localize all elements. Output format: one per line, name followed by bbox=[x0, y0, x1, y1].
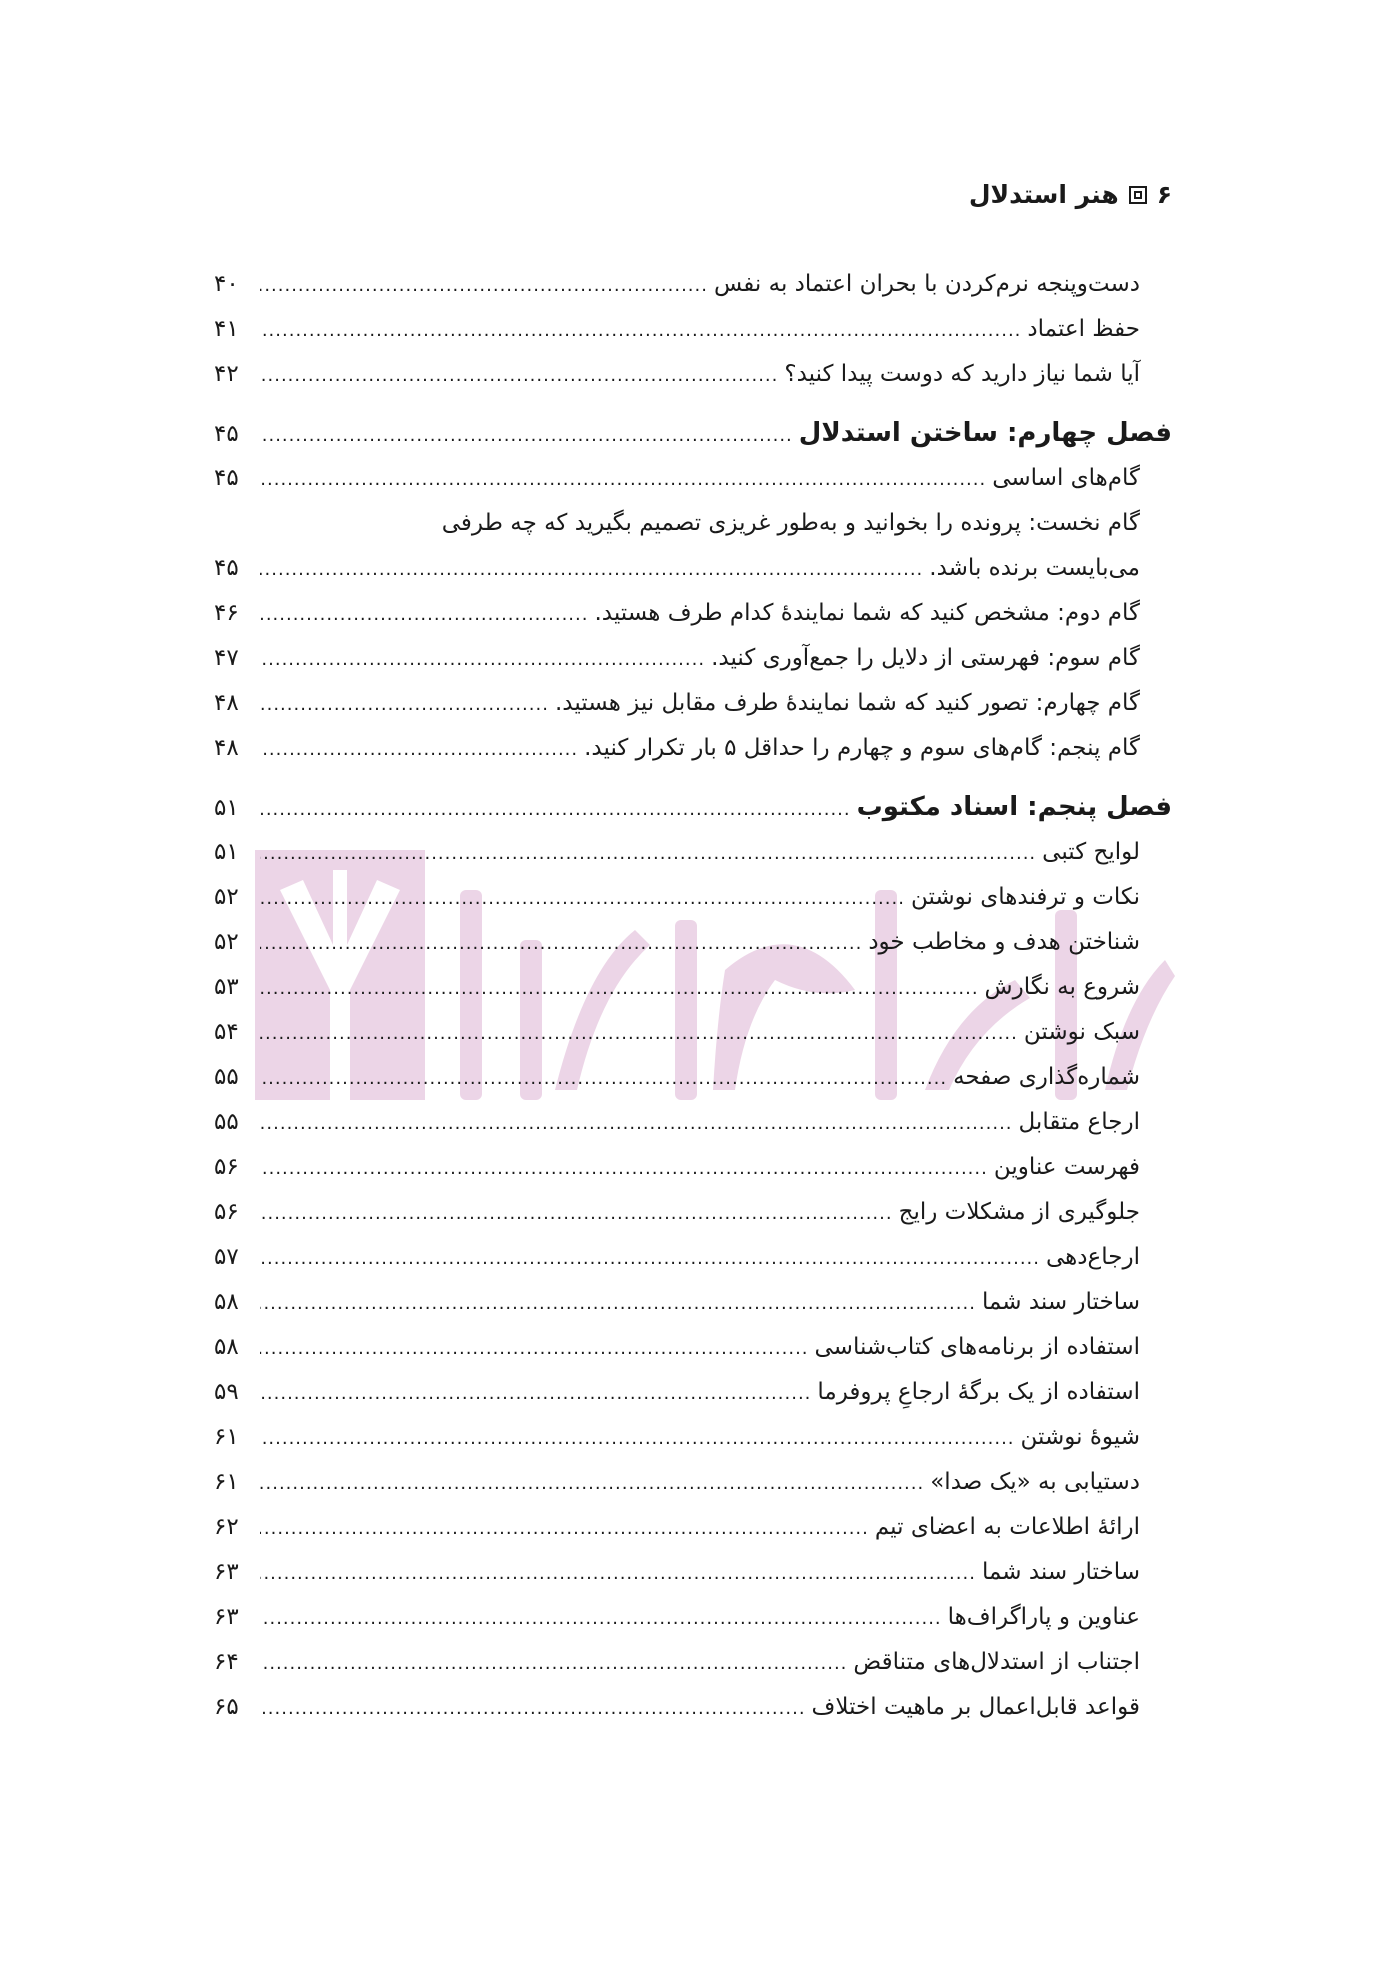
toc-entry bbox=[214, 1640, 1172, 1685]
table-of-contents bbox=[214, 262, 1172, 1730]
dot-leader bbox=[260, 831, 1036, 876]
toc-entry-page: ۵۵ bbox=[214, 1064, 239, 1090]
toc-entry bbox=[214, 965, 1172, 1010]
dot-leader bbox=[260, 547, 923, 592]
dot-leader bbox=[260, 637, 705, 682]
chapter-title: فصل چهارم: ساختن استدلال bbox=[798, 418, 1172, 448]
toc-entry-page: ۵۱ bbox=[214, 839, 239, 865]
toc-entry-page: ۴۰ bbox=[214, 271, 239, 297]
toc-entry-page: ۵۸ bbox=[214, 1289, 239, 1315]
toc-entry-page: ۶۲ bbox=[214, 1514, 239, 1540]
toc-entry bbox=[214, 456, 1172, 501]
dot-leader bbox=[260, 1371, 811, 1416]
chapter-title: فصل پنجم: اسناد مکتوب bbox=[856, 792, 1172, 822]
page-header bbox=[969, 180, 1172, 209]
dot-leader bbox=[260, 1236, 1040, 1281]
toc-entry-page: ۴۵ bbox=[214, 555, 239, 581]
toc-entry-page: ۵۶ bbox=[214, 1199, 239, 1225]
toc-entry-title: عناوین و پاراگراف‌ها bbox=[947, 1604, 1140, 1630]
toc-entry-title: ساختار سند شما bbox=[981, 1289, 1140, 1315]
toc-entry bbox=[214, 591, 1172, 636]
toc-entry-title: قواعد قابل‌اعمال بر ماهیت اختلاف bbox=[811, 1694, 1140, 1720]
toc-entry bbox=[214, 1595, 1172, 1640]
dot-leader bbox=[260, 682, 549, 727]
toc-entry-title: آیا شما نیاز دارید که دوست پیدا کنید؟ bbox=[784, 361, 1140, 387]
toc-entry-title: گام چهارم: تصور کنید که شما نمایندهٔ طرف مقابل نیز هستید. bbox=[554, 690, 1140, 716]
toc-entry-title: شماره‌گذاری صفحه bbox=[953, 1064, 1140, 1090]
dot-leader bbox=[260, 1326, 809, 1371]
toc-entry-title: می‌بایست برنده باشد. bbox=[929, 555, 1140, 581]
chapter-page: ۵۱ bbox=[214, 795, 239, 821]
toc-section-chapter-five bbox=[214, 785, 1172, 1730]
toc-entry-page: ۶۱ bbox=[214, 1424, 239, 1450]
toc-entry-page: ۶۵ bbox=[214, 1694, 239, 1720]
toc-entry bbox=[214, 1190, 1172, 1235]
toc-entry-title: ارجاع‌دهی bbox=[1046, 1244, 1140, 1270]
dot-leader bbox=[260, 1686, 806, 1731]
dot-leader bbox=[260, 592, 588, 637]
toc-entry-title: سبک نوشتن bbox=[1023, 1019, 1140, 1045]
toc-entry-title: جلوگیری از مشکلات رایج bbox=[898, 1199, 1140, 1225]
dot-leader bbox=[260, 1596, 942, 1641]
dot-leader bbox=[260, 457, 986, 502]
toc-entry-title: گام پنجم: گام‌های سوم و چهارم را حداقل ۵ بار تکرار کنید. bbox=[584, 735, 1140, 761]
toc-entry bbox=[214, 1325, 1172, 1370]
toc-entry bbox=[214, 1280, 1172, 1325]
toc-entry bbox=[214, 681, 1172, 726]
toc-entry bbox=[214, 920, 1172, 965]
toc-entry-page: ۴۸ bbox=[214, 735, 239, 761]
toc-chapter-heading bbox=[214, 785, 1172, 830]
toc-entry-title: دستیابی به «یک صدا» bbox=[930, 1469, 1140, 1495]
dot-leader bbox=[260, 727, 578, 772]
dot-leader bbox=[260, 1551, 976, 1596]
toc-entry-page: ۵۶ bbox=[214, 1154, 239, 1180]
toc-entry-page: ۶۱ bbox=[214, 1469, 239, 1495]
dot-leader bbox=[260, 1416, 1015, 1461]
toc-entry-title: گام دوم: مشخص کنید که شما نمایندهٔ کدام طرف هستید. bbox=[594, 600, 1140, 626]
toc-entry-title: گام سوم: فهرستی از دلایل را جمع‌آوری کنید. bbox=[711, 645, 1140, 671]
toc-entry-page: ۴۵ bbox=[214, 465, 239, 491]
dot-leader bbox=[260, 1506, 869, 1551]
dot-leader bbox=[260, 787, 851, 832]
toc-entry bbox=[214, 636, 1172, 681]
dot-leader bbox=[260, 1101, 1013, 1146]
toc-entry bbox=[214, 1415, 1172, 1460]
toc-entry-title: شروع به نگارش bbox=[984, 974, 1140, 1000]
toc-entry-page: ۶۳ bbox=[214, 1559, 239, 1585]
toc-entry-page: ۵۴ bbox=[214, 1019, 239, 1045]
toc-entry-page: ۵۹ bbox=[214, 1379, 239, 1405]
toc-entry-page: ۶۴ bbox=[214, 1649, 239, 1675]
toc-entry-page: ۴۷ bbox=[214, 645, 239, 671]
toc-entry-title: اجتناب از استدلال‌های متناقض bbox=[853, 1649, 1140, 1675]
toc-entry bbox=[214, 1145, 1172, 1190]
dot-leader bbox=[260, 1641, 847, 1686]
toc-entry-page: ۵۳ bbox=[214, 974, 239, 1000]
toc-entry-page: ۵۲ bbox=[214, 929, 239, 955]
toc-entry-title: شناختن هدف و مخاطب خود bbox=[868, 929, 1140, 955]
dot-leader bbox=[260, 1281, 976, 1326]
toc-section-chapter-four bbox=[214, 411, 1172, 771]
toc-entry bbox=[214, 1235, 1172, 1280]
toc-entry-title: ارجاع متقابل bbox=[1018, 1109, 1140, 1135]
toc-entry-title: فهرست عناوین bbox=[993, 1154, 1140, 1180]
dot-leader bbox=[260, 353, 778, 398]
toc-entry-title: نکات و ترفندهای نوشتن bbox=[910, 884, 1140, 910]
boxed-square-icon bbox=[1129, 186, 1147, 204]
toc-entry bbox=[214, 352, 1172, 397]
dot-leader bbox=[260, 1146, 988, 1191]
toc-section-continuation bbox=[214, 262, 1172, 397]
dot-leader bbox=[260, 308, 1021, 353]
dot-leader bbox=[260, 1011, 1018, 1056]
dot-leader bbox=[260, 1461, 924, 1506]
toc-entry-title: دست‌وپنجه نرم‌کردن با بحران اعتماد به نفس bbox=[713, 271, 1140, 297]
book-title: هنر استدلال bbox=[968, 180, 1119, 209]
toc-entry-page: ۵۲ bbox=[214, 884, 239, 910]
toc-entry bbox=[214, 1685, 1172, 1730]
toc-entry-title: استفاده از برنامه‌های کتاب‌شناسی bbox=[814, 1334, 1140, 1360]
toc-entry-page: ۴۸ bbox=[214, 690, 239, 716]
toc-entry-title: گام‌های اساسی bbox=[992, 465, 1140, 491]
toc-entry-page: ۶۳ bbox=[214, 1604, 239, 1630]
toc-entry bbox=[214, 546, 1172, 591]
toc-entry-title: شیوهٔ نوشتن bbox=[1020, 1424, 1140, 1450]
toc-entry bbox=[214, 1460, 1172, 1505]
toc-entry-title: حفظ اعتماد bbox=[1027, 316, 1140, 342]
dot-leader bbox=[260, 876, 905, 921]
toc-entry bbox=[214, 1010, 1172, 1055]
toc-entry bbox=[214, 726, 1172, 771]
toc-entry bbox=[214, 1550, 1172, 1595]
toc-entry-page: ۴۲ bbox=[214, 361, 239, 387]
toc-entry bbox=[214, 262, 1172, 307]
toc-entry-title: گام نخست: پرونده را بخوانید و به‌طور غریزی تصمیم بگیرید که چه طرفی bbox=[441, 510, 1140, 536]
dot-leader bbox=[260, 1056, 947, 1101]
toc-entry bbox=[214, 307, 1172, 352]
dot-leader bbox=[260, 966, 979, 1011]
toc-entry-title: لوایح کتبی bbox=[1042, 839, 1140, 865]
toc-entry-wrapped-line bbox=[214, 501, 1172, 546]
chapter-page: ۴۵ bbox=[214, 421, 239, 447]
toc-entry-page: ۵۵ bbox=[214, 1109, 239, 1135]
toc-entry bbox=[214, 1055, 1172, 1100]
toc-entry-page: ۵۸ bbox=[214, 1334, 239, 1360]
dot-leader bbox=[260, 921, 862, 966]
dot-leader bbox=[260, 413, 793, 458]
toc-entry bbox=[214, 1370, 1172, 1415]
toc-entry-page: ۴۶ bbox=[214, 600, 239, 626]
toc-entry-page: ۴۱ bbox=[214, 316, 239, 342]
toc-entry bbox=[214, 875, 1172, 920]
toc-entry-title: ساختار سند شما bbox=[981, 1559, 1140, 1585]
dot-leader bbox=[260, 1191, 893, 1236]
dot-leader bbox=[260, 263, 708, 308]
toc-entry-title: ارائهٔ اطلاعات به اعضای تیم bbox=[874, 1514, 1140, 1540]
toc-entry bbox=[214, 830, 1172, 875]
toc-chapter-heading bbox=[214, 411, 1172, 456]
toc-entry-page: ۵۷ bbox=[214, 1244, 239, 1270]
toc-entry bbox=[214, 1100, 1172, 1145]
toc-entry-title: استفاده از یک برگهٔ ارجاعِ پروفرما bbox=[817, 1379, 1140, 1405]
toc-entry bbox=[214, 1505, 1172, 1550]
page-number: ۶ bbox=[1156, 180, 1172, 209]
